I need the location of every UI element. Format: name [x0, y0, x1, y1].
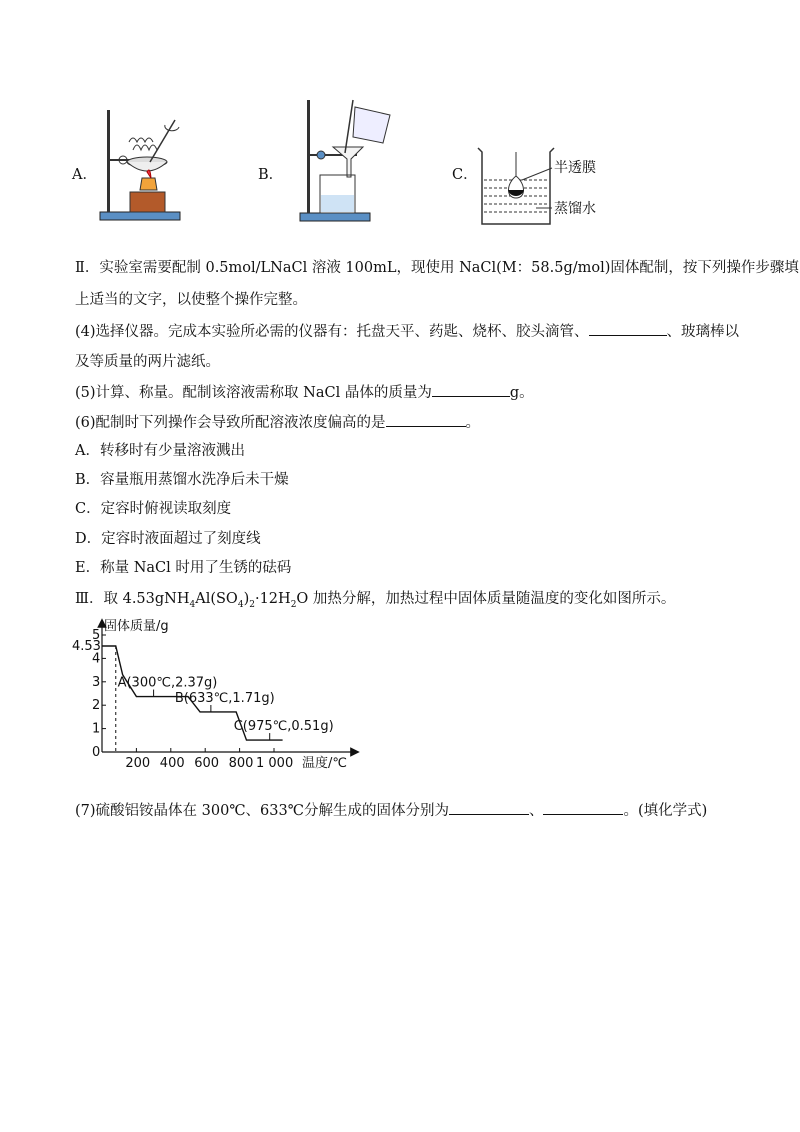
y-tick-label: 1 [92, 721, 101, 737]
question-4-line2: 及等质量的两片滤纸。 [75, 354, 220, 370]
question-7-end: 。(填化学式) [623, 803, 708, 819]
figure-c-dialysis-apparatus [470, 140, 630, 230]
figure-a-evaporation-apparatus [95, 100, 190, 225]
question-4-text-2: 、玻璃棒以 [666, 324, 740, 340]
y-axis-label: 固体质量/g [104, 619, 169, 634]
question-7-separator: 、 [528, 803, 544, 819]
x-axis-label: 温度/℃ [302, 756, 347, 771]
y-tick-label: 2 [92, 698, 101, 714]
section2-intro-line2: 上适当的文字，以使整个操作完整。 [75, 292, 307, 308]
x-tick-label: 800 [228, 756, 254, 771]
question-6-text: (6)配制时下列操作会导致所配溶液浓度偏高的是 [75, 415, 386, 431]
section3-intro [75, 589, 675, 615]
question-5-blank[interactable] [432, 382, 510, 397]
question-6 [75, 412, 480, 433]
x-tick-label: 1 000 [256, 756, 294, 771]
question-7-blank-2[interactable] [543, 800, 623, 815]
question-6-end: 。 [465, 415, 481, 431]
option-a: A．转移时有少量溶液溅出 [75, 443, 245, 459]
point-label: A(300℃,2.37g) [117, 675, 218, 691]
question-4 [75, 321, 739, 342]
section2-intro-line1: Ⅱ．实验室需要配制 0.5mol/LNaCl 溶液 100mL，现使用 NaCl(M：58.5g/mol)固体配制，按下列操作步骤填 [75, 260, 799, 276]
question-7 [75, 800, 707, 821]
x-tick-label: 400 [159, 756, 185, 771]
subscript: 2 [290, 599, 297, 610]
question-7-blank-1[interactable] [449, 800, 529, 815]
x-tick-label: 600 [194, 756, 220, 771]
y-tick-label: 4 [92, 651, 101, 667]
question-6-blank[interactable] [386, 412, 466, 427]
figure-c-label: C． [452, 167, 478, 183]
point-label: C(975℃,0.51g) [233, 719, 334, 735]
subscript: 4 [189, 599, 196, 610]
option-e: E．称量 NaCl 时用了生锈的砝码 [75, 560, 292, 576]
section3-intro-tail: O 加热分解，加热过程中固体质量随温度的变化如图所示。 [296, 591, 676, 607]
y-tick-label: 0 [92, 745, 101, 760]
subscript: 4 [237, 599, 244, 610]
figure-b-filtration-apparatus [295, 95, 400, 225]
y-tick-label: 4.53 [72, 638, 101, 654]
question-4-blank[interactable] [589, 321, 667, 336]
question-5-unit: g。 [509, 385, 534, 401]
question-7-text: (7)硫酸铝铵晶体在 300℃、633℃分解生成的固体分别为 [75, 803, 449, 819]
mass-temperature-chart [70, 615, 390, 775]
x-tick-label: 200 [125, 756, 151, 771]
option-d: D．定容时液面超过了刻度线 [75, 531, 261, 547]
subscript: 2 [249, 599, 255, 610]
point-label: B(633℃,1.71g) [174, 690, 275, 706]
question-5 [75, 382, 534, 403]
option-b: B．容量瓶用蒸馏水洗净后未干燥 [75, 472, 289, 488]
figure-b-label: B． [258, 167, 284, 183]
section3-intro-mid2: ) [243, 591, 250, 607]
section3-intro-mid1: Al(SO [195, 591, 238, 607]
distilled-water-label: 蒸馏水 [554, 201, 596, 217]
section3-intro-prefix: Ⅲ．取 4.53gNH [75, 591, 190, 607]
y-tick-label: 3 [92, 674, 101, 690]
membrane-label: 半透膜 [554, 160, 596, 176]
figure-a-label: A． [72, 167, 97, 183]
section3-intro-suffix: ·12H [254, 591, 291, 607]
option-c: C．定容时俯视读取刻度 [75, 501, 232, 517]
question-5-text: (5)计算、称量。配制该溶液需称取 NaCl 晶体的质量为 [75, 385, 432, 401]
question-4-text: (4)选择仪器。完成本实验所必需的仪器有：托盘天平、药匙、烧杯、胶头滴管、 [75, 324, 589, 340]
y-tick-label: 5 [92, 628, 101, 643]
